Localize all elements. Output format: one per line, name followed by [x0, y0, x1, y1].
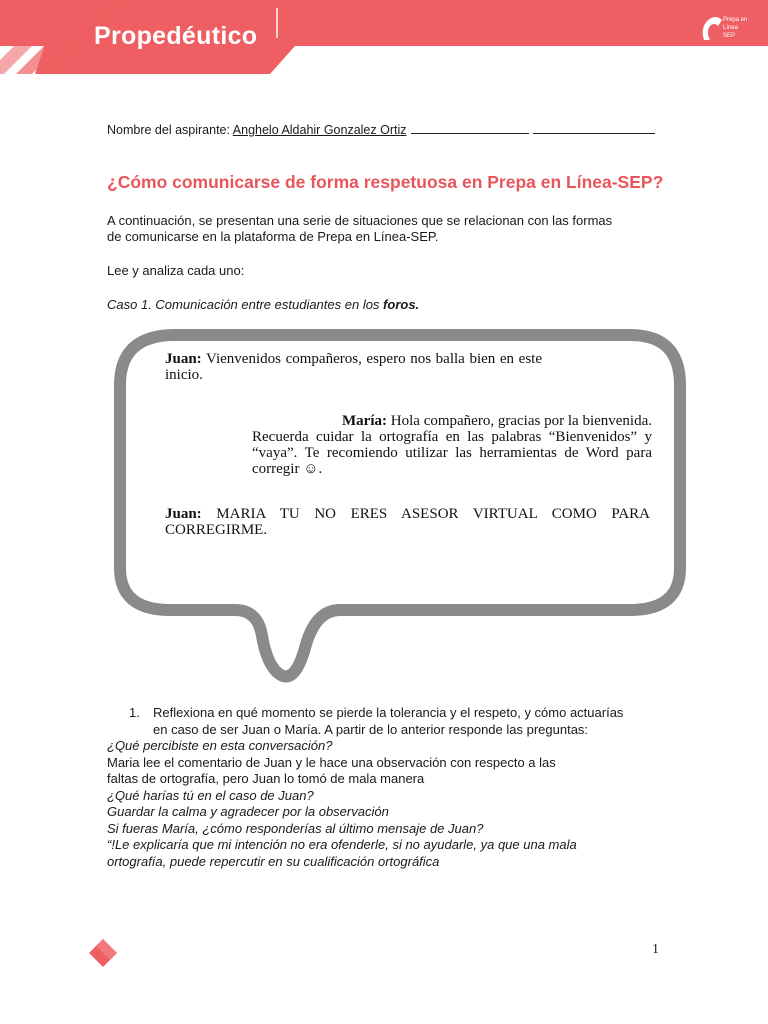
juan-message-1 — [165, 351, 542, 383]
applicant-line — [107, 123, 655, 137]
instruction: Lee y analiza cada uno: — [107, 263, 245, 278]
case-title — [107, 297, 419, 313]
juan-message-2 — [165, 506, 650, 538]
applicant-name: Anghelo Aldahir Gonzalez Ortiz — [232, 123, 407, 137]
intro-paragraph — [107, 213, 612, 245]
intro-line: de comunicarse en la plataforma de Prepa en Línea-SEP. — [107, 229, 439, 244]
prepa-en-linea-logo — [696, 10, 748, 46]
case-bold: foros. — [383, 297, 420, 312]
question-2: ¿Qué harías tú en el caso de Juan? — [107, 787, 314, 803]
question-1: ¿Qué percibiste en esta conversación? — [107, 738, 333, 753]
logo-text-1: Prepa en — [723, 17, 748, 23]
page-heading: ¿Cómo comunicarse de forma respetuosa en Prepa en Línea-SEP? — [107, 172, 664, 192]
answer-1-line: faltas de ortografía, pero Juan lo tomó de mala manera — [107, 771, 425, 786]
header-title: Propedéutico — [94, 22, 258, 50]
maria-text: Hola compañero, gracias por la bienvenida. Recuerda cuidar la ortografía en las palabras “Bienvenidos” y “vaya”. Te recomiendo utilizar las herramientas de Word para corregir ☺. — [252, 413, 653, 477]
juan-text: Vienvenidos compañeros, espero nos balla bien en este inicio. — [165, 351, 542, 383]
answer-2: Guardar la calma y agradecer por la observación — [107, 804, 389, 819]
case-prefix: Caso 1. Comunicación entre estudiantes en los — [107, 297, 384, 312]
footer-diamond-icon — [88, 938, 118, 968]
questions-section — [107, 705, 667, 870]
page-number: 1 — [652, 942, 659, 957]
answer-3-line: “!Le explicaría que mi intención no era ofenderle, si no ayudarle, ya que una mala — [107, 837, 577, 852]
logo-text-2: Línea — [723, 25, 739, 31]
item-line: Reflexiona en qué momento se pierde la tolerancia y el respeto, y cómo actuarías — [153, 705, 624, 720]
maria-message — [252, 413, 652, 477]
underline — [533, 123, 655, 134]
intro-line: A continuación, se presentan una serie de situaciones que se relacionan con las formas — [107, 213, 613, 228]
question-3: Si fueras María, ¿cómo responderías al último mensaje de Juan? — [107, 820, 484, 836]
applicant-label: Nombre del aspirante: — [107, 123, 230, 137]
juan-text: MARIA TU NO ERES ASESOR VIRTUAL COMO PARA CORREGIRME. — [165, 506, 651, 538]
juan-speaker: Juan: — [165, 506, 202, 522]
maria-speaker: María: — [342, 413, 387, 429]
juan-speaker: Juan: — [165, 351, 202, 367]
answer-1-line: Maria lee el comentario de Juan y le hace una observación con respecto a las — [107, 754, 556, 770]
list-number: 1. — [129, 705, 140, 720]
answer-3-line: ortografía, puede repercutir en su cualificación ortográfica — [107, 853, 440, 869]
logo-text-3: SEP — [723, 33, 736, 39]
underline — [411, 123, 529, 134]
list-item — [107, 705, 667, 738]
item-line: en caso de ser Juan o María. A partir de lo anterior responde las preguntas: — [153, 721, 589, 737]
